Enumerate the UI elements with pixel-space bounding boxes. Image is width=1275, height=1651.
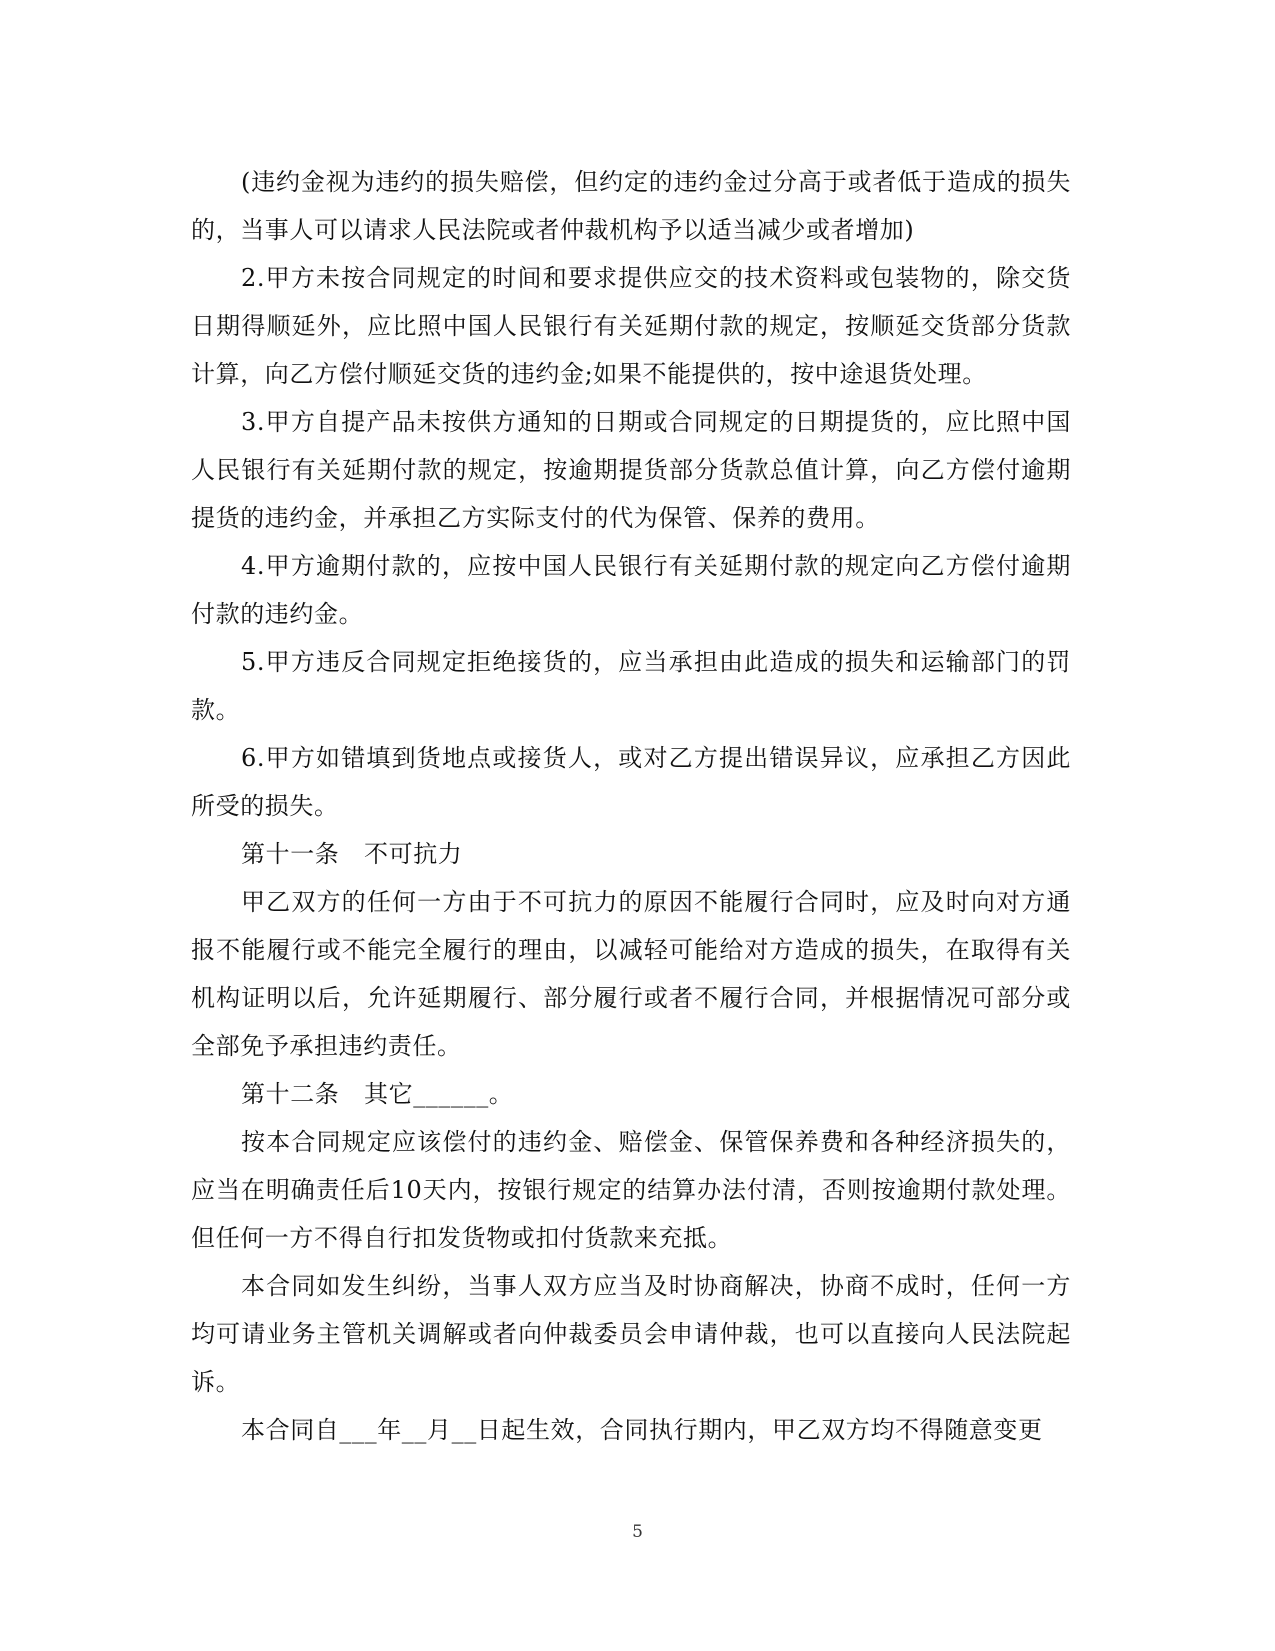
paragraph-clause-3: 3.甲方自提产品未按供方通知的日期或合同规定的日期提货的，应比照中国人民银行有关延期付款的规定，按逾期提货部分货款总值计算，向乙方偿付逾期提货的违约金，并承担乙方实际支付的代为保管、保养的费用。 bbox=[191, 408, 1071, 532]
document-body bbox=[191, 158, 1071, 1454]
paragraph-liquidated-damages-note: (违约金视为违约的损失赔偿，但约定的违约金过分高于或者低于造成的损失的，当事人可以请求人民法院或者仲裁机构予以适当减少或者增加) bbox=[191, 168, 1071, 244]
paragraph-effective-date: 本合同自___年__月__日起生效，合同执行期内，甲乙双方均不得随意变更 bbox=[241, 1416, 1043, 1444]
page-number: 5 bbox=[632, 1522, 643, 1542]
paragraph-dispute-resolution: 本合同如发生纠纷，当事人双方应当及时协商解决，协商不成时，任何一方均可请业务主管机关调解或者向仲裁委员会申请仲裁，也可以直接向人民法院起诉。 bbox=[191, 1272, 1071, 1396]
article-12-heading: 第十二条 其它______。 bbox=[241, 1080, 514, 1108]
article-11-heading: 第十一条 不可抗力 bbox=[241, 840, 463, 868]
paragraph-clause-6: 6.甲方如错填到货地点或接货人，或对乙方提出错误异议，应承担乙方因此所受的损失。 bbox=[191, 744, 1071, 820]
paragraph-force-majeure: 甲乙双方的任何一方由于不可抗力的原因不能履行合同时，应及时向对方通报不能履行或不能完全履行的理由，以减轻可能给对方造成的损失，在取得有关机构证明以后，允许延期履行、部分履行或者不履行合同，并根据情况可部分或全部免予承担违约责任。 bbox=[191, 888, 1071, 1060]
paragraph-payment-of-damages: 按本合同规定应该偿付的违约金、赔偿金、保管保养费和各种经济损失的，应当在明确责任后10天内，按银行规定的结算办法付清，否则按逾期付款处理。但任何一方不得自行扣发货物或扣付货款来充抵。 bbox=[191, 1128, 1071, 1252]
paragraph-clause-4: 4.甲方逾期付款的，应按中国人民银行有关延期付款的规定向乙方偿付逾期付款的违约金。 bbox=[191, 552, 1071, 628]
paragraph-clause-2: 2.甲方未按合同规定的时间和要求提供应交的技术资料或包装物的，除交货日期得顺延外，应比照中国人民银行有关延期付款的规定，按顺延交货部分货款计算，向乙方偿付顺延交货的违约金;如果不能提供的，按中途退货处理。 bbox=[191, 264, 1071, 388]
paragraph-clause-5: 5.甲方违反合同规定拒绝接货的，应当承担由此造成的损失和运输部门的罚款。 bbox=[191, 648, 1071, 724]
